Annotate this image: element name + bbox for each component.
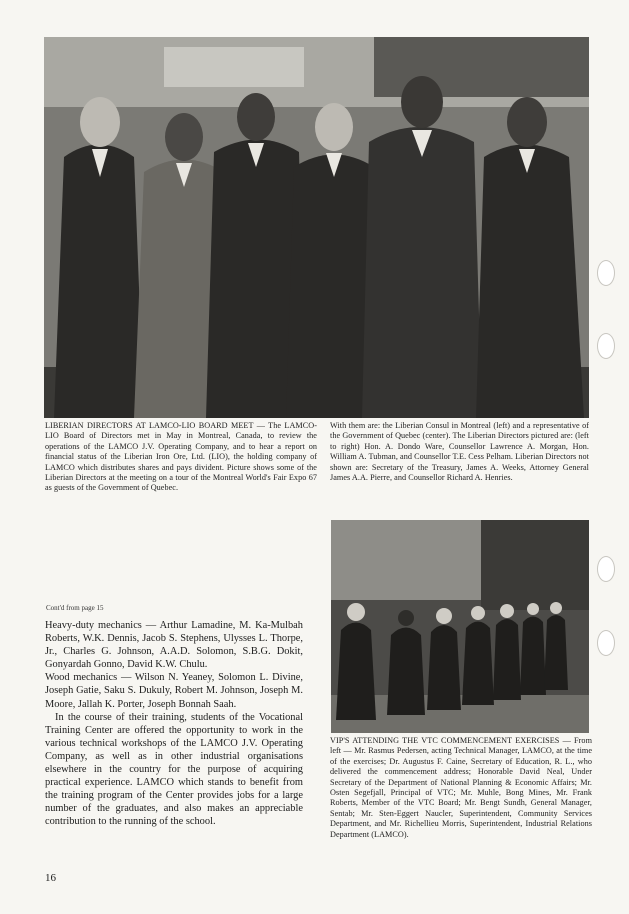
wood-mechanics-paragraph: Wood mechanics — Wilson N. Yeaney, Solomon L. Divine, Joseph Gatie, Saku S. Dukuly, Robert M. Johnson, Joseph M. Moore, Jallah K. Porter, Joseph Bonnah Saah. — [45, 672, 303, 710]
continued-from-note: Cont'd from page 15 — [46, 604, 104, 612]
page-number: 16 — [45, 872, 56, 884]
training-paragraph: In the course of their training, students of the Vocational Training Center are offered the opportunity to work in the various technical workshops of the LAMCO J.V. Operating Company, as well as in other industrial organisations elsewhere in the country for the purpose of acquiring practical experience. LAMCO which stands to benefit from the training program of the Center provides jobs for a large number of the graduates, and also makes an appreciable contribution to the running of the school. — [45, 711, 303, 828]
commencement-photo-illustration — [331, 520, 589, 733]
commencement-photo-caption: VIP'S ATTENDING THE VTC COMMENCEMENT EXERCISES — From left — Mr. Rasmus Pedersen, acting Technical Manager, LAMCO, at the time of the exercises; Dr. Augustus F. Caine, Secretary of Education, R. L., who delivered the commencement address; Honorable David Neal, Under Secretary of the Department of National Planning & Economic Affairs; Mr. Osten Segefjall, Principal of VTC; Mr. Muhle, Bong Mines, Mr. Frank Roberts, Member of the VTC Board; Mr. Bengt Sundh, General Manager, Sentab; Mr. Sten-Eggert Naucler, Superintendent, Community Services Department, and Mr. Richellieu Morris, Superintendent, Industrial Relations Department (LAMCO). — [330, 736, 592, 839]
heavy-duty-mechanics-paragraph: Heavy-duty mechanics — Arthur Lamadine, M. Ka-Mulbah Roberts, W.K. Dennis, Jacob S. Stephens, Ulysses L. Thorpe, Jr., Charles G. Johnson, A.A.D. Solomon, S.B.G. Dokit, Gonyardah Gonno, David K.W. Chulu. — [45, 620, 303, 671]
top-photo-caption-left: LIBERIAN DIRECTORS AT LAMCO-LIO BOARD MEET — The LAMCO-LIO Board of Directors met in May in Montreal, Canada, to review the operations of the LAMCO J.V. Operating Company, and to hear a report on financial status of the Liberian Iron Ore, Ltd. (LIO), the holding company of LAMCO which distributes shares and pays divident. Picture shows some of the Liberian Directors at the meeting on a tour of the Montreal World's Fair Expo 67 as guests of the Government of Quebec. — [45, 421, 317, 493]
binder-hole-lower — [597, 556, 615, 582]
commencement-photo — [331, 520, 589, 733]
binder-hole-bottom — [597, 630, 615, 656]
directors-photo-illustration — [44, 37, 589, 418]
binder-hole-middle — [597, 333, 615, 359]
directors-photo — [44, 37, 589, 418]
article-body — [45, 619, 303, 829]
top-photo-caption-right: With them are: the Liberian Consul in Montreal (left) and a representative of the Government of Quebec (center). The Liberian Directors pictured are: (left to right) Hon. A. Dondo Ware, Counsellor Lawrence A. Morgan, Hon. William A. Tubman, and Counsellor T.E. Cess Pelham. Liberian Directors not shown are: Secretary of the Treasury, James A. Weeks, Attorney General James A.A. Pierre, and Counsellor Richard A. Henries. — [330, 421, 589, 483]
binder-hole-top — [597, 260, 615, 286]
